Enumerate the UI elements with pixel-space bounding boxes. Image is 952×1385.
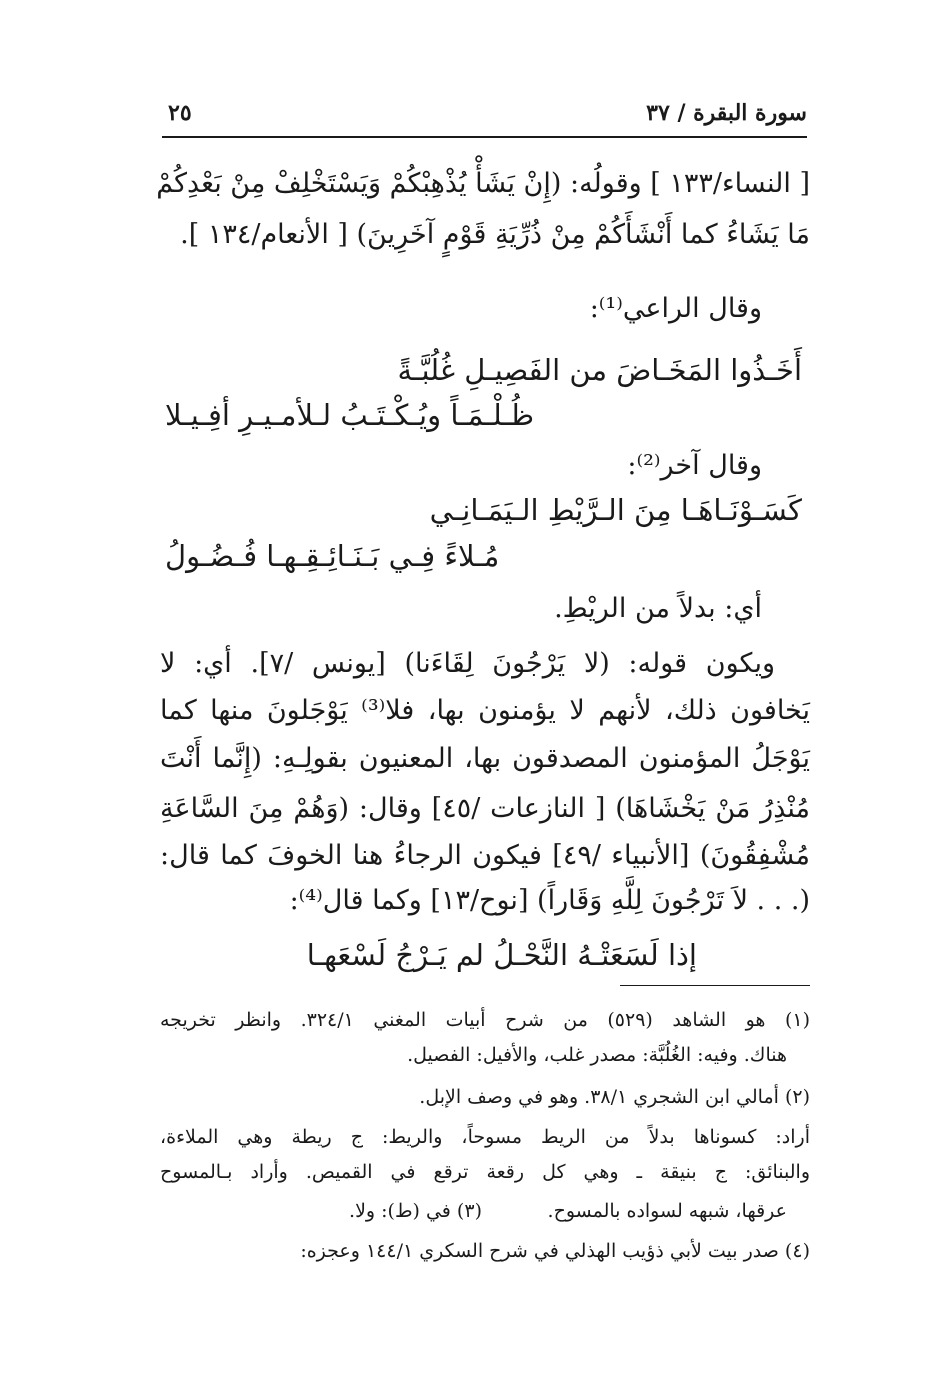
running-header	[162, 100, 807, 134]
body-line: مُشْفِقُونَ) [الأنبياء /٤٩] فيكون الرجاءُ هنا الخوفَ كما قال:	[160, 840, 810, 871]
verse-line: إذا لَسَعَتْـهُ النَّحْـلُ لم يَـرْجُ لَسْعَهـا	[306, 938, 697, 972]
body-line: أي: بدلاً من الريْطِ.	[554, 593, 762, 624]
footnote-line: أراد: كسوناها بدلاً من الريط مسوحاً، والريط: ج ريطة وهي الملاءة،	[160, 1126, 810, 1148]
footnote-line: عرقها، شبهه لسواده بالمسوح.	[547, 1200, 787, 1222]
body-line: (. . . لاَ تَرْجُونَ لِلَّهِ وَقَاراً) [نوح/١٣] وكما قال⁽⁴⁾:	[289, 885, 810, 916]
footnote-line: (١) هو الشاهد (٥٢٩) من شرح أبيات المغني ٣٢٤/١. وانظر تخريجه	[160, 1009, 810, 1031]
body-line: يَوْجَلُ المؤمنون المصدقون بها، المعنيون بقولِـهِ: (إِنَّما أَنْتَ	[160, 743, 810, 774]
verse-line: مُـلاءً فِـي بَـنَـائِـقِـهـا فُـضُـولُ	[165, 539, 500, 573]
page-number: ٢٥	[168, 100, 192, 126]
footnote-line: (٤) صدر بيت لأبي ذؤيب الهذلي في شرح السكري ١٤٤/١ وعجزه:	[300, 1240, 810, 1262]
footnote-separator	[620, 985, 810, 986]
footnote-line: والبنائق: ج بنيقة ـ وهي كل رقعة ترقع في القميص. وأراد بـالمسوح	[160, 1161, 810, 1183]
verse-line: أَخَـذُوا المَخَـاضَ من الفَصِيـلِ غُلُبَّـةً	[397, 353, 802, 387]
footnote-line: (٣) في (ط): ولا.	[349, 1200, 482, 1222]
body-line: مَا يَشَاءُ كما أَنْشَأَكُمْ مِنْ ذُرِّيَةِ قَوْمٍ آخَرِينَ) [ الأنعام/١٣٤ ].	[180, 219, 810, 250]
footnote-line: (٢) أمالي ابن الشجري ٣٨/١. وهو في وصف الإبل.	[419, 1086, 810, 1108]
footnote-line: هناك. وفيه: الغُلُبَّة: مصدر غلب، والأفيل: الفصيل.	[407, 1044, 787, 1066]
body-line: يَخافون ذلك، لأنهم لا يؤمنون بها، فلا⁽³⁾ يَوْجَلونَ منها كما	[160, 695, 810, 726]
header-rule	[162, 136, 807, 138]
verse-line: كَسَـوْنَـاهَـا مِنَ الـرَّيْطِ الـيَمَـانِـي	[429, 493, 802, 527]
body-line: وقال الراعي⁽¹⁾:	[589, 293, 762, 324]
body-line: وقال آخر⁽²⁾:	[627, 450, 762, 481]
body-line: مُنْذِرُ مَنْ يَخْشَاهَا) [ النازعات /٤٥] وقال: (وَهُمْ مِنَ السَّاعَةِ	[160, 793, 811, 824]
surah-title: سورة البقرة / ٣٧	[646, 100, 807, 126]
body-line: [ النساء/١٣٣ ] وقولُه: (إِنْ يَشَأْ يُذْهِبْكُمْ وَيَسْتَخْلِفْ مِنْ بَعْدِكُمْ	[156, 168, 810, 199]
verse-line: ظُـلْـمَـاً ويُـكْـتَـبُ لـلأمـيـرِ أفِـيـلا	[165, 398, 535, 432]
body-line: ويكون قوله: (لا يَرْجُونَ لِقَاءَنا) [يونس /٧]. أي: لا	[160, 648, 775, 679]
